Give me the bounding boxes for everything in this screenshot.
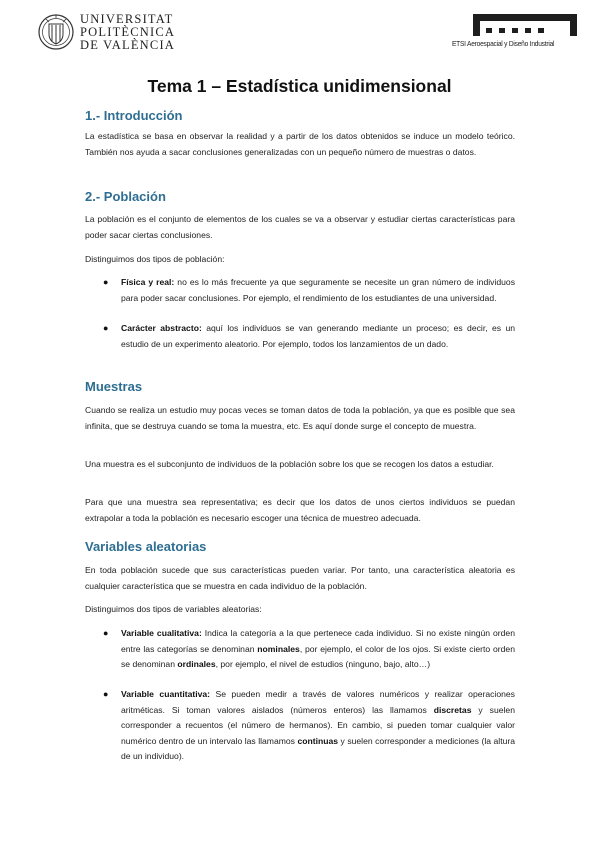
- term-continuas: continuas: [297, 735, 339, 746]
- term-cualitativa: Variable cualitativa:: [121, 628, 202, 638]
- upv-logo: [38, 12, 198, 54]
- upv-seal-icon: [38, 12, 74, 52]
- list-item-cuantitativa: [121, 687, 515, 765]
- bullet-icon: ●: [103, 628, 109, 638]
- etsi-building-icon: [473, 14, 577, 38]
- text-cuantitativa-1: Se pueden medir a través de valores numéricos y realizar operaciones aritméticas. Si toman valores aislados (números enteros) las llamamos: [121, 689, 515, 715]
- document-title: Tema 1 – Estadística unidimensional: [147, 76, 452, 96]
- university-line-3: DE VALÈNCIA: [80, 37, 176, 52]
- term-discretas: discretas: [433, 704, 472, 715]
- term-nominales: nominales: [257, 643, 300, 654]
- school-name: ETSI Aeroespacial y Diseño Industrial: [452, 39, 555, 48]
- text-cualitativa-1: Indica la categoría a la que pertenece cada individuo. Si no existe ningún orden entre las categorías se denominan: [121, 628, 515, 654]
- text-abstracto: aquí los individuos se van generando mediante un proceso; es decir, es un estudio de un experimento aleatorio. Por ejemplo, todos los lanzamientos de un dado.: [121, 323, 516, 349]
- university-line-1: UNIVERSITAT: [80, 12, 174, 26]
- text-cualitativa-3: , por ejemplo, el nivel de estudios (ninguno, bajo, alto…): [215, 659, 431, 669]
- text-cuantitativa-3: y suelen corresponder a mediciones (la altura de un individuo).: [121, 735, 515, 761]
- heading-poblacion: 2.- Población: [85, 189, 166, 204]
- variables-types-intro: Distinguimos dos tipos de variables aleatorias:: [85, 604, 262, 614]
- term-ordinales: ordinales: [177, 659, 216, 669]
- intro-paragraph: La estadística se basa en observar la realidad y a partir de los datos obtenidos se induce un modelo teórico. También nos ayuda a sacar conclusiones generalizadas con un pequeño número de muestras o datos.: [85, 131, 515, 157]
- muestras-paragraph-3: Para que una muestra sea representativa; es decir que los datos de unos ciertos individuos se puedan extrapolar a toda la población es necesario escoger una técnica de muestreo adecuada.: [85, 497, 515, 523]
- university-line-2: POLITÈCNICA: [80, 24, 176, 39]
- heading-introduccion: 1.- Introducción: [85, 108, 183, 123]
- bullet-icon: ●: [103, 689, 109, 699]
- term-fisica: Física y real:: [121, 277, 175, 287]
- text-cuantitativa-2: y suelen corresponder a recuentos (el número de hermanos). En cambio, si pueden tomar cualquier valor numérico dentro de un intervalo las llamamos: [121, 704, 515, 746]
- text-cualitativa-2: , por ejemplo, el color de los ojos. Si existe cierto orden se denominan: [121, 643, 515, 669]
- term-cuantitativa: Variable cuantitativa:: [121, 689, 211, 699]
- bullet-icon: ●: [103, 277, 109, 287]
- bullet-icon: ●: [103, 323, 109, 333]
- variables-paragraph: En toda población sucede que sus características pueden variar. Por tanto, una característica aleatoria es cualquier característica que se muestra en cada individuo de la población.: [85, 565, 515, 591]
- list-item-fisica: [121, 275, 515, 306]
- poblacion-types-intro: Distinguimos dos tipos de población:: [85, 254, 225, 264]
- university-name: [80, 13, 210, 51]
- text-fisica: no es lo más frecuente ya que seguramente se necesite un gran número de individuos para poder sacar conclusiones. Por ejemplo, el rendimiento de los estudiantes de una universidad.: [121, 277, 515, 303]
- heading-muestras: Muestras: [85, 379, 143, 394]
- heading-variables: Variables aleatorias: [85, 539, 207, 554]
- poblacion-paragraph: La población es el conjunto de elementos de los cuales se va a observar y estudiar ciertas características para poder sacar ciertas conclusiones.: [85, 214, 515, 240]
- muestras-paragraph-1: Cuando se realiza un estudio muy pocas veces se toman datos de toda la población, ya que es posible que sea infinita, que se destruya cuando se toma la muestra, etc. Es aquí donde surge el concepto de muestra.: [85, 405, 515, 431]
- muestras-paragraph-2: Una muestra es el subconjunto de individuos de la población sobre los que se recogen los datos a estudiar.: [85, 459, 494, 469]
- list-item-abstracto: [121, 321, 515, 352]
- etsi-logo: [452, 14, 577, 54]
- list-item-cualitativa: [121, 626, 515, 673]
- term-abstracto: Carácter abstracto:: [121, 323, 202, 333]
